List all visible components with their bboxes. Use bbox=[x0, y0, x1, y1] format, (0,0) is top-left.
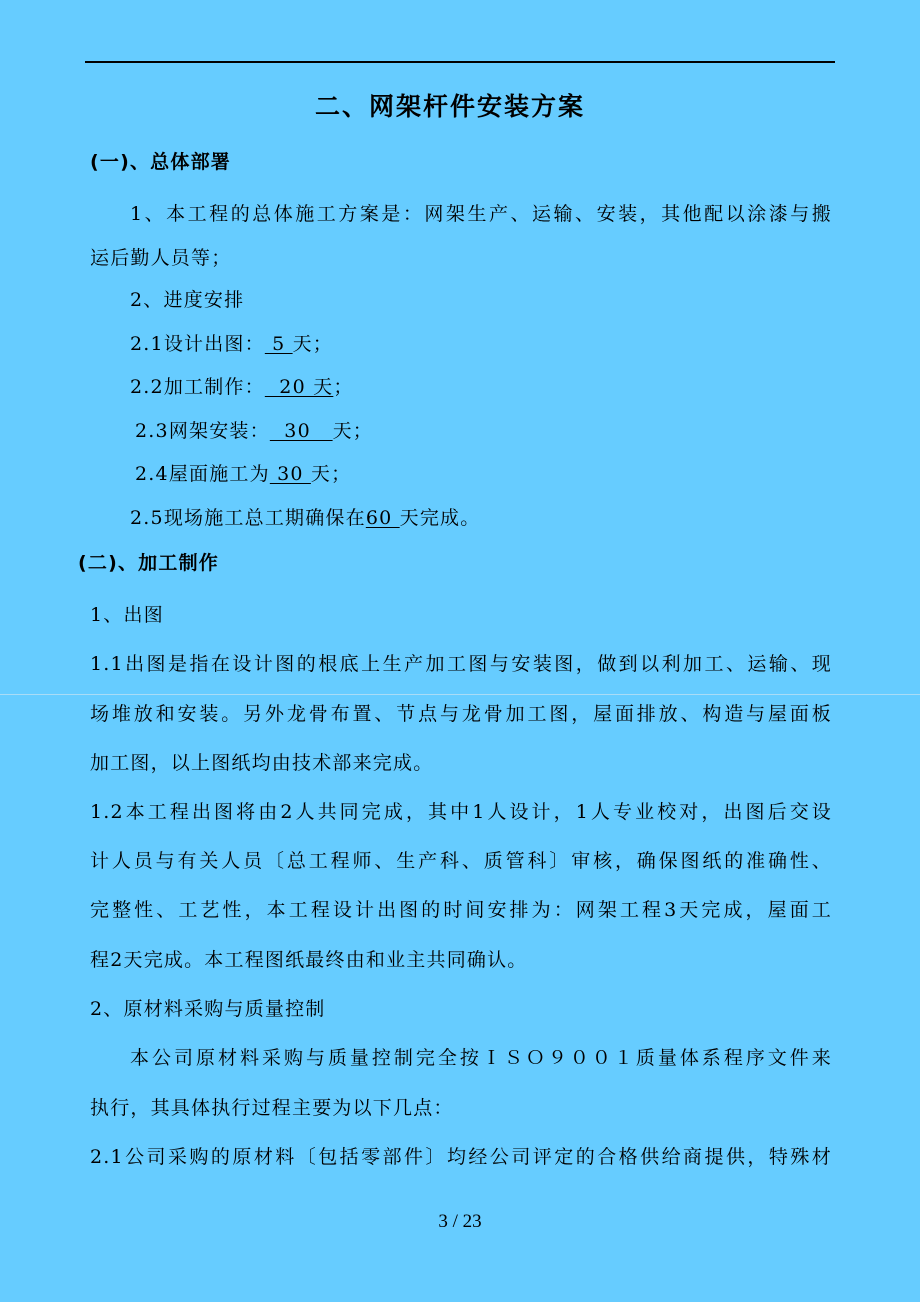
paragraph-line: 1.2本工程出图将由2人共同完成，其中1人设计，1人专业校对，出图后交设 bbox=[90, 801, 832, 823]
schedule-suffix: 天； bbox=[332, 420, 374, 442]
schedule-heading: 2、进度安排 bbox=[130, 289, 245, 311]
page-number: 3 / 23 bbox=[438, 1211, 482, 1232]
paragraph-line: 加工图，以上图纸均由技术部来完成。 bbox=[90, 752, 434, 774]
schedule-suffix: 天； bbox=[310, 463, 352, 485]
paragraph-line: 1、本工程的总体施工方案是：网架生产、运输、安装，其他配以涂漆与搬 bbox=[130, 203, 832, 225]
section-heading-overall: (一)、总体部署 bbox=[90, 151, 231, 173]
page-title: 二、网架杆件安装方案 bbox=[314, 92, 585, 121]
paragraph-line: 场堆放和安装。另外龙骨布置、节点与龙骨加工图，屋面排放、构造与屋面板 bbox=[90, 703, 832, 725]
subsection-heading: 2、原材料采购与质量控制 bbox=[90, 998, 326, 1020]
schedule-label: 2.3网架安装： bbox=[135, 420, 270, 442]
schedule-days: 20 天 bbox=[264, 376, 334, 398]
schedule-label: 2.2加工制作： bbox=[130, 376, 265, 398]
header-rule bbox=[85, 61, 835, 63]
paragraph-line: 程2天完成。本工程图纸最终由和业主共同确认。 bbox=[90, 949, 528, 971]
schedule-item-total bbox=[130, 506, 480, 530]
schedule-suffix: 天； bbox=[292, 333, 334, 355]
schedule-item-installation bbox=[135, 419, 373, 443]
schedule-item-roofing bbox=[135, 462, 351, 486]
paragraph-line: 运后勤人员等； bbox=[90, 247, 232, 269]
schedule-label: 2.4屋面施工为 bbox=[135, 463, 270, 485]
paragraph-line: 计人员与有关人员〔总工程师、生产科、质管科〕审核，确保图纸的准确性、 bbox=[90, 850, 832, 872]
paragraph-line: 本公司原材料采购与质量控制完全按ＩＳＯ９００１质量体系程序文件来 bbox=[130, 1047, 832, 1069]
subsection-heading: 1、出图 bbox=[90, 604, 164, 626]
divider-line bbox=[0, 694, 920, 695]
schedule-item-fabrication bbox=[130, 375, 354, 399]
schedule-item-design bbox=[130, 332, 333, 356]
schedule-suffix: ； bbox=[333, 376, 354, 398]
schedule-label: 2.1设计出图： bbox=[130, 333, 265, 355]
schedule-days: 30 bbox=[269, 463, 311, 485]
paragraph-line: 1.1出图是指在设计图的根底上生产加工图与安装图，做到以利加工、运输、现 bbox=[90, 653, 832, 675]
schedule-suffix: 天完成。 bbox=[399, 507, 481, 529]
paragraph-line: 完整性、工艺性，本工程设计出图的时间安排为：网架工程3天完成，屋面工 bbox=[90, 899, 832, 921]
paragraph-line: 执行，其具体执行过程主要为以下几点： bbox=[90, 1097, 454, 1119]
schedule-days: 60 bbox=[365, 507, 400, 529]
schedule-days: 30 bbox=[269, 420, 333, 442]
section-heading-fabrication: (二)、加工制作 bbox=[78, 552, 219, 574]
schedule-label: 2.5现场施工总工期确保在 bbox=[130, 507, 366, 529]
schedule-days: 5 bbox=[264, 333, 293, 355]
paragraph-line: 2.1公司采购的原材料〔包括零部件〕均经公司评定的合格供给商提供，特殊材 bbox=[90, 1146, 832, 1168]
